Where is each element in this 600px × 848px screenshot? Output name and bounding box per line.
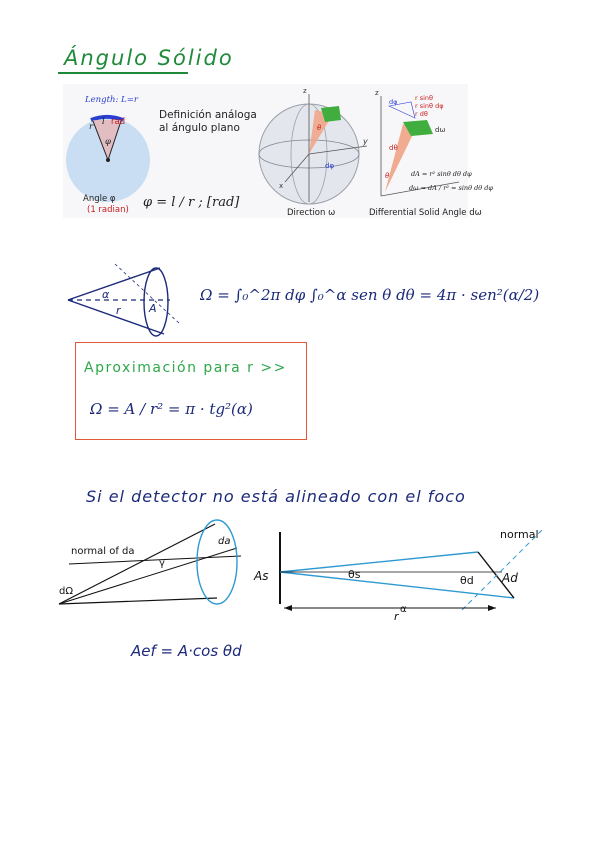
rad-label: rad	[111, 117, 126, 127]
sphere-x-label: x	[279, 182, 284, 190]
definition-line-2: al ángulo plano	[159, 122, 240, 134]
ray-upper	[280, 552, 478, 572]
normal-of-label: normal of da	[71, 546, 135, 557]
direction-caption: Direction ω	[287, 208, 336, 218]
alpha-label: α	[400, 604, 407, 615]
l-label: l	[102, 117, 105, 127]
cone-alpha: α	[102, 288, 110, 301]
cone-r: r	[116, 304, 121, 317]
title-underline	[58, 72, 188, 74]
dA-formula: dA = r² sinθ dθ dφ	[411, 170, 472, 178]
phi-label: φ	[105, 137, 111, 147]
effective-area-formula: Aef = A·cos θd	[131, 642, 242, 660]
diff-theta: θ	[385, 172, 390, 180]
r-label: r	[89, 122, 94, 132]
As-label: As	[254, 569, 269, 583]
diff-rsin: r sinθ	[415, 94, 434, 102]
normal-line	[69, 556, 241, 564]
ray-lower	[280, 572, 514, 598]
r-distance-label: r	[394, 610, 399, 623]
differential-caption: Differential Solid Angle dω	[369, 208, 482, 218]
diff-z-label: z	[375, 89, 379, 97]
solid-angle-figure-panel	[63, 84, 493, 218]
domega-formula: dω = dA / r² = sinθ dθ dφ	[409, 184, 493, 192]
arc-label: Length: L=r	[85, 95, 138, 105]
definition-line-1: Definición análoga	[159, 109, 257, 121]
center-point	[106, 158, 110, 162]
cone-integral-drawing	[60, 252, 540, 332]
theta-d-label: θd	[460, 574, 474, 587]
radian-and-solid-angle-illustration	[63, 84, 493, 218]
theta-s-label: θs	[348, 568, 361, 581]
approximation-formula-area	[86, 388, 286, 428]
page-title: Ángulo Sólido	[64, 46, 234, 70]
cone-figure-lower	[59, 598, 217, 604]
misaligned-detector-heading: Si el detector no está alineado con el foco	[86, 487, 466, 506]
diff-dphi: dφ	[389, 98, 398, 106]
gamma-label: γ	[159, 558, 165, 569]
source-detector-figure	[250, 520, 546, 622]
approximation-formula: Ω = A / r² = π · tg²(α)	[90, 400, 253, 418]
sphere-y-label: y	[363, 137, 368, 146]
distance-arrow-left	[284, 605, 292, 611]
detector-ellipse	[197, 520, 237, 604]
sphere-theta: θ	[317, 124, 322, 132]
sphere-dphi: dφ	[325, 162, 335, 170]
main-equation: Ω = ∫₀^2π dφ ∫₀^α sen θ dθ = 4π · sen²(α/2)	[200, 286, 540, 304]
approximation-title: Aproximación para r >>	[84, 360, 287, 376]
sphere-z-label: z	[303, 87, 307, 95]
normal-label: normal	[500, 528, 539, 541]
cone-A: A	[149, 302, 157, 315]
diff-rdtheta: r dθ	[415, 110, 428, 118]
diff-rsindphi: r sinθ dφ	[415, 102, 444, 110]
domega-label: dΩ	[59, 586, 73, 597]
diff-domega: dω	[435, 126, 446, 134]
diff-dtheta: dθ	[389, 144, 398, 152]
detector-cone-figure	[55, 512, 245, 614]
angle-caption: Angle φ	[83, 194, 116, 204]
cone-figure-upper	[59, 524, 215, 604]
da-label: da	[218, 536, 231, 547]
detector-normal	[462, 530, 542, 610]
Ad-label: Ad	[502, 571, 518, 585]
angle-caption-2: (1 radian)	[87, 205, 129, 215]
distance-arrow-right	[488, 605, 496, 611]
radian-formula: φ = l / r ; [rad]	[143, 195, 240, 210]
